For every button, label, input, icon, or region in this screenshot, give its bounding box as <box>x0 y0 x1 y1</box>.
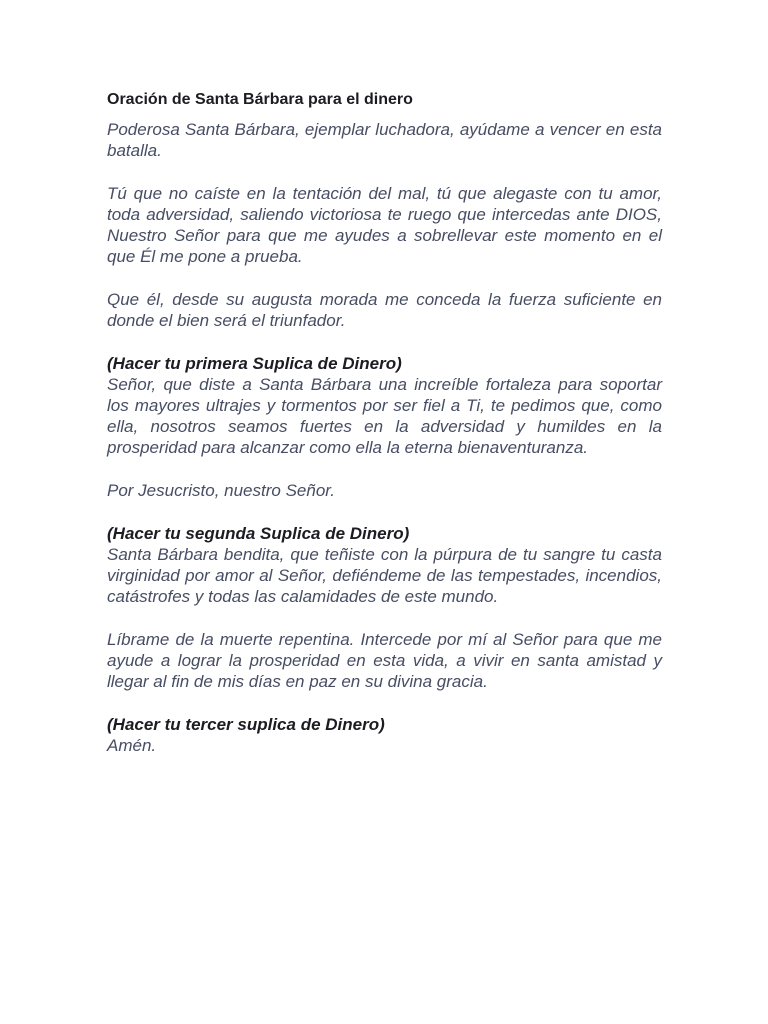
document-title: Oración de Santa Bárbara para el dinero <box>107 91 413 108</box>
prayer-paragraph <box>107 480 662 501</box>
prayer-paragraph <box>107 183 662 267</box>
paragraph-text: Amén. <box>107 736 157 755</box>
supplication-heading: (Hacer tu primera Suplica de Dinero) <box>107 354 402 373</box>
prayer-paragraph <box>107 353 662 458</box>
prayer-paragraph <box>107 523 662 607</box>
paragraph-text: Por Jesucristo, nuestro Señor. <box>107 481 336 500</box>
paragraph-text: Líbrame de la muerte repentina. Intercede por mí al Señor para que me ayude a lograr la prosperidad en esta vida, a vivir en santa amistad y llegar al fin de mis días en paz en su divina gracia. <box>107 630 662 691</box>
supplication-heading: (Hacer tu tercer suplica de Dinero) <box>107 715 385 734</box>
prayer-paragraph <box>107 119 662 161</box>
paragraph-text: Señor, que diste a Santa Bárbara una increíble fortaleza para soportar los mayores ultrajes y tormentos por ser fiel a Ti, te pedimos que, como ella, nosotros seamos fuertes en la adversidad y humildes en la prosperidad para alcanzar como ella la eterna bienaventuranza. <box>107 375 662 457</box>
paragraph-text: Que él, desde su augusta morada me conceda la fuerza suficiente en donde el bien será el triunfador. <box>107 290 662 330</box>
paragraph-text: Santa Bárbara bendita, que teñiste con la púrpura de tu sangre tu casta virginidad por amor al Señor, defiéndeme de las tempestades, incendios, catástrofes y todas las calamidades de este mundo. <box>107 545 662 606</box>
document-page <box>107 90 662 756</box>
prayer-paragraph <box>107 714 662 756</box>
paragraph-text: Tú que no caíste en la tentación del mal, tú que alegaste con tu amor, toda adversidad, saliendo victoriosa te ruego que intercedas ante DIOS, Nuestro Señor para que me ayudes a sobrellevar este momento en el que Él me pone a prueba. <box>107 184 662 266</box>
supplication-heading: (Hacer tu segunda Suplica de Dinero) <box>107 524 410 543</box>
prayer-paragraph <box>107 629 662 692</box>
prayer-paragraph <box>107 289 662 331</box>
paragraph-text: Poderosa Santa Bárbara, ejemplar luchadora, ayúdame a vencer en esta batalla. <box>107 120 662 160</box>
